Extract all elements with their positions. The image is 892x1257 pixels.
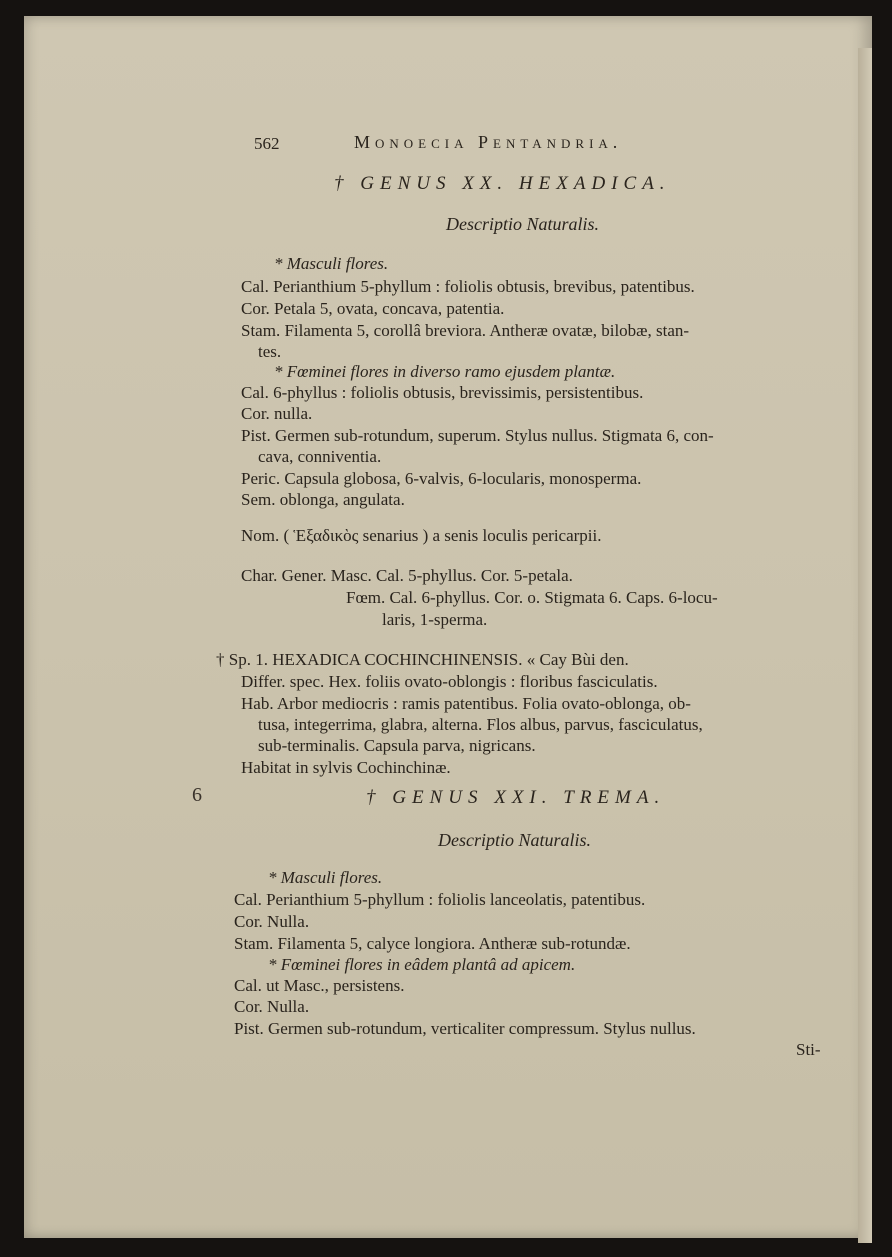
section-subheading: Descriptio Naturalis. <box>446 214 600 234</box>
species-heading: † Sp. 1. HEXADICA COCHINCHINENSIS. « Cay Bùi den. <box>216 650 629 669</box>
text-line: Stam. Filamenta 5, corollâ breviora. Antheræ ovatæ, bilobæ, stan- <box>241 321 690 340</box>
running-title: Monoecia Pentandria. <box>354 132 623 152</box>
text-line: Cal. 6-phyllus : foliolis obtusis, brevissimis, persistentibus. <box>241 383 644 402</box>
nomenclature-line: Nom. ( Ἑξαδικὸς senarius ) a senis loculis pericarpii. <box>241 526 602 545</box>
page-edge <box>858 48 872 1243</box>
pencil-margin-mark: 6 <box>192 784 202 806</box>
text-line: Cor. nulla. <box>241 404 313 423</box>
text-line: Cor. Petala 5, ovata, concava, patentia. <box>241 299 505 318</box>
page-number: 562 <box>254 134 280 153</box>
text-line: Cal. Perianthium 5-phyllum : foliolis obtusis, brevibus, patentibus. <box>241 277 695 296</box>
section-subheading: Descriptio Naturalis. <box>438 830 592 850</box>
foeminei-heading: * Fœminei flores in eâdem plantâ ad apicem. <box>268 955 576 974</box>
masculi-heading: * Masculi flores. <box>274 254 389 273</box>
text-line: Habitat in sylvis Cochinchinæ. <box>241 758 451 777</box>
book-page <box>24 16 872 1238</box>
text-line: Pist. Germen sub-rotundum, superum. Stylus nullus. Stigmata 6, con- <box>241 426 714 445</box>
text-line: sub-terminalis. Capsula parva, nigricans. <box>258 736 536 755</box>
character-line: Fœm. Cal. 6-phyllus. Cor. o. Stigmata 6. Caps. 6-locu- <box>346 588 718 607</box>
character-line: laris, 1-sperma. <box>382 610 488 629</box>
text-line: Peric. Capsula globosa, 6-valvis, 6-locularis, monosperma. <box>241 469 642 488</box>
foeminei-heading: * Fœminei flores in diverso ramo ejusdem plantæ. <box>274 362 616 381</box>
masculi-heading: * Masculi flores. <box>268 868 383 887</box>
genus-heading: † GENUS XX. HEXADICA. <box>334 173 671 194</box>
text-line: Stam. Filamenta 5, calyce longiora. Antheræ sub-rotundæ. <box>234 934 631 953</box>
text-line: Differ. spec. Hex. foliis ovato-oblongis : floribus fasciculatis. <box>241 672 658 691</box>
text-line: Cor. Nulla. <box>234 912 310 931</box>
text-line: tes. <box>258 342 282 361</box>
text-line: Cal. ut Masc., persistens. <box>234 976 405 995</box>
character-line: Char. Gener. Masc. Cal. 5-phyllus. Cor. 5-petala. <box>241 566 573 585</box>
text-line: Sem. oblonga, angulata. <box>241 490 405 509</box>
text-line: cava, conniventia. <box>258 447 382 466</box>
genus-heading: † GENUS XXI. TREMA. <box>366 787 666 808</box>
text-line: Cal. Perianthium 5-phyllum : foliolis lanceolatis, patentibus. <box>234 890 646 909</box>
text-line: Cor. Nulla. <box>234 997 310 1016</box>
text-line: Pist. Germen sub-rotundum, verticaliter compressum. Stylus nullus. <box>234 1019 696 1038</box>
text-line: Hab. Arbor mediocris : ramis patentibus. Folia ovato-oblonga, ob- <box>241 694 691 713</box>
catchword: Sti- <box>796 1040 821 1059</box>
text-line: tusa, integerrima, glabra, alterna. Flos albus, parvus, fasciculatus, <box>258 715 703 734</box>
